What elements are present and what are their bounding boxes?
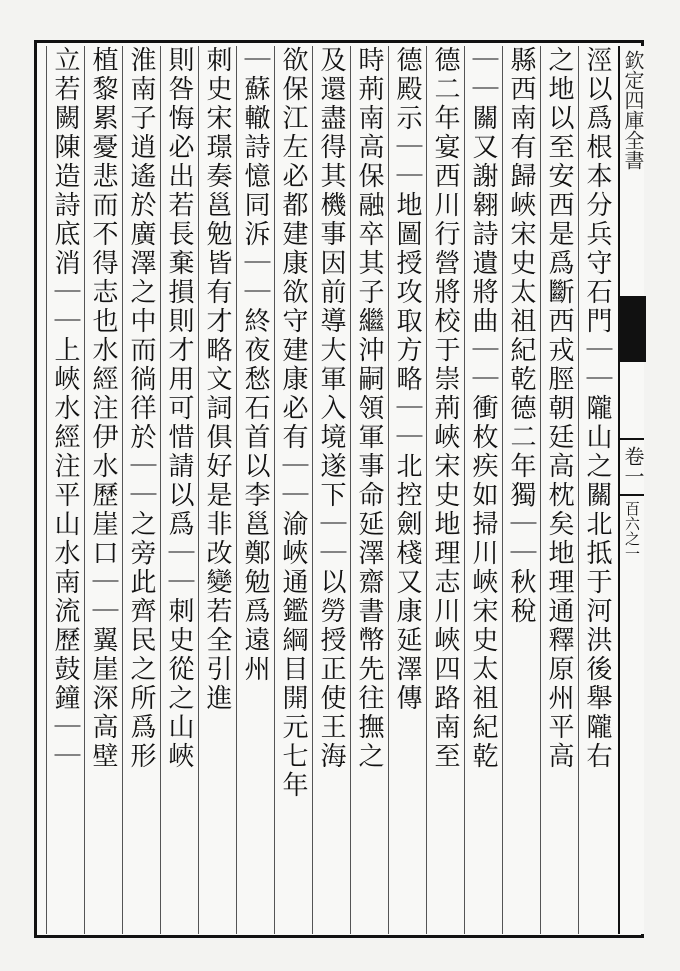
text-column: 德殿示｜｜地圖授攻取方略｜｜北控劍棧又康延澤傳 xyxy=(388,46,426,934)
fishtail-mark xyxy=(620,296,646,362)
text-column: 植黎累憂悲而不得志也水經注伊水歷崖口｜｜翼崖深高壁 xyxy=(84,46,122,934)
leaf-number: 百六之一 xyxy=(623,501,641,561)
text-column: 縣西南有歸峽宋史太祖紀乾德二年獨｜｜秋稅 xyxy=(502,46,540,934)
text-column: ｜蘇轍詩憶同泝｜｜終夜愁石首以李邕鄭勉爲遠州 xyxy=(236,46,274,934)
text-column: 涇以爲根本分兵守石門｜｜隴山之關北抵于河洪後舉隴右 xyxy=(578,46,616,934)
text-column: 之地以至安西是爲斷西戎脛朝廷高枕矣地理通釋原州平高 xyxy=(540,46,578,934)
text-column: 立若闕陳造詩底消｜｜上峽水經注平山水南流歷鼓鐘｜｜ xyxy=(46,46,84,934)
text-column: 刺史宋璟奏邕勉皆有才略文詞俱好是非改變若全引進 xyxy=(198,46,236,934)
text-column: ｜｜關又謝翱詩遺將曲｜｜衝枚疾如掃川峽宋史太祖紀乾 xyxy=(464,46,502,934)
book-title: 欽定四庫全書 xyxy=(621,50,645,170)
text-columns xyxy=(46,46,616,934)
text-column: 時荊南高保融卒其子繼沖嗣領軍事命延澤齋書幣先往撫之 xyxy=(350,46,388,934)
text-column: 欲保江左必都建康欲守建康必有｜｜渝峽通鑑綱目開元七年 xyxy=(274,46,312,934)
divider xyxy=(620,438,644,440)
text-column: 淮南子逍遙於廣澤之中而徜徉於｜｜之旁此齊民之所爲形 xyxy=(122,46,160,934)
text-column: 德二年宴西川行營將校于崇荊峽宋史地理志川峽四路南至 xyxy=(426,46,464,934)
volume-label: 卷一 xyxy=(621,446,645,486)
text-column: 則咎悔必出若長棄損則才用可惜請以爲｜｜刺史從之山峽 xyxy=(160,46,198,934)
text-column: 及還盡得其機事因前導大軍入境遂下｜｜以勞授正使王海 xyxy=(312,46,350,934)
divider xyxy=(620,494,644,496)
fore-edge-margin xyxy=(618,46,644,934)
